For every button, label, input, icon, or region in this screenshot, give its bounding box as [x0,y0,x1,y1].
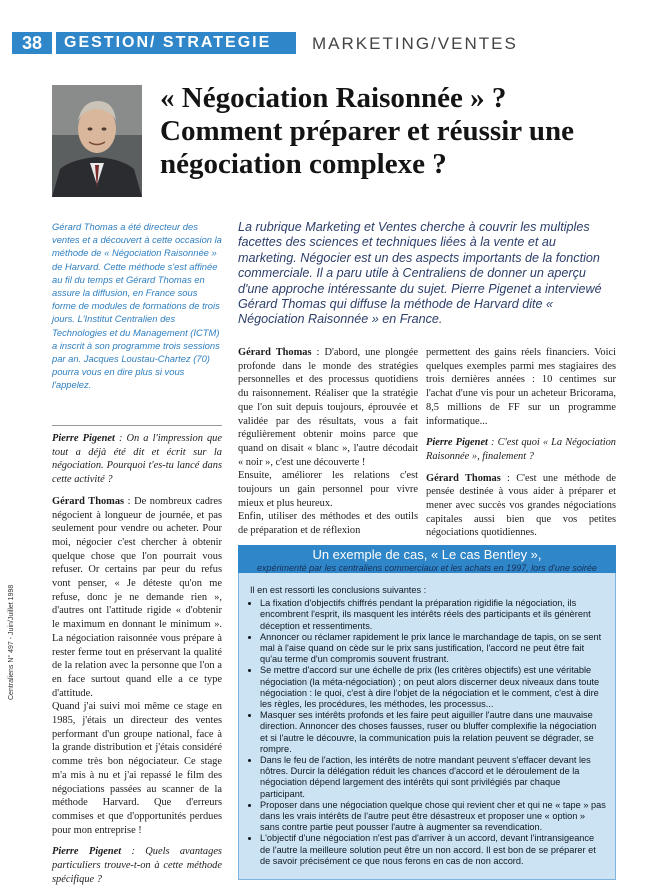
speaker: Pierre Pigenet [426,437,488,449]
list-item: • Dans le feu de l'action, les intérêts de notre mandant peuvent s'effacer devant les nôtres. Durcir la délégation réduit les chances d'accord et le déroulement de la négociation dépend largement des intérêts qui sont privilégiés par chaque participant. [260,755,606,800]
answer-text: : De nombreux cadres négocient à longueur de journée, et pas seulement pour vendre ou acheter. Pour moi, négocier c'est chercher à obtenir quelque chose que l'on pourrait vous refuser. Or certains par peur du refus vont penser, « Je déteste qu'on me refuse, donc je ne demande rien », d'autres ont l'attitude rigide « d'obtenir le maximum en donnant le minimum ». La négociation raisonnée vous prépare à rester ferme tout en préservant la qualité de la relation avec la personne que l'on a en face surtout quand elle a ce type d'attitude. [52,495,222,699]
question-2 [52,845,222,886]
answer-paragraph: permettent des gains réels financiers. Voici quelques exemples parmi mes stagiaires des trois dernières années : 10 centimes sur l'achat d'une vis pour un acheteur Bricorama, 8,5 millions de FF sur un programme informatique... [426,347,616,427]
question-text: : C'est quoi « La Négociation Raisonnée », finalement ? [426,437,616,462]
list-item: • Se mettre d'accord sur une échelle de prix (les critères objectifs) est une véritable négociation (la méta-négociation) ; on peut alors discerner deux niveaux dans toute négociation : le quoi, c'est à dire l'objet de la négociation et le comment, c'est à dire les règles, les procédures, les méthodes, les processus... [260,665,606,710]
question-3 [426,436,616,463]
page-number: 38 [12,32,52,54]
case-box-body [250,585,606,867]
answer-paragraph: Ensuite, améliorer les relations c'est toujours un gain personnel pour vivre mieux et plus heureux. [238,470,418,509]
case-intro: Il en est ressorti les conclusions suivantes : [250,585,427,595]
list-item: • Annoncer ou réclamer rapidement le prix lance le marchandage de tapis, on se sent mal à l'aise quand on cède sur le prix sans justification, l'accord ne peut être fait qu'au terme d'un compromis souvent frustrant. [260,632,606,666]
question-text: : Quels avantages particuliers trouve-t-on à cette méthode spécifique ? [52,846,222,885]
question-1 [52,432,222,487]
case-box-subtitle: expérimenté par les centraliens commerciaux et les achats en 1997, lors d'une soirée [257,563,597,573]
answer-text: : C'est une méthode de pensée destinée à vous aider à préparer et mener avec succès vos grandes négociations capitales aussi bien que vos petites négociations quotidiennes. [426,472,616,539]
speaker: Gérard Thomas [238,347,312,358]
list-item: • Masquer ses intérêts profonds et les faire peut aiguiller l'autre dans une mauvaise direction. Annoncer des choses fausses, ruser ou bluffer complexifie la négociation et si l'autre le découvre, la communication puis la relation peuvent se dégrader, se rompre. [260,710,606,755]
portrait-photo-icon [52,85,142,197]
column-3 [426,346,616,540]
list-item: • L'objectif d'une négociation n'est pas d'arriver à un accord, devant l'intransigeance de l'autre la meilleure solution peut être un non accord. Il est bon de se préparer et de savoir précisément ce que nous ferons en cas de non accord. [260,833,606,867]
answer-1-continued: Quand j'ai suivi moi même ce stage en 1985, j'étais un directeur des ventes performant d'un groupe national, face à la grande distribution et j'étais considéré comme très bon négociateur. Ce stage m'a mis à nu et j'ai repassé le film des négociations passées au scanner de la méthode Harvard. Que d'erreurs commises et que d'opportunités perdues pour mon entreprise ! [52,701,222,836]
list-item: • La fixation d'objectifs chiffrés pendant la préparation rigidifie la négociation, ils encombrent l'esprit, ils masquent les intérêts réels des participants et ils génèrent déception et ressentiments. [260,598,606,632]
column-2 [238,346,418,538]
rubric-banner: GESTION/ STRATEGIE [56,32,296,54]
issue-footer: Centraliens N° 497 - Juin/Juillet 1998 [8,584,15,700]
sidebar-intro: Gérard Thomas a été directeur des ventes et a découvert à cette occasion la méthode de « Négociation Raisonnée » de Harvard. Cette méthode s'est affinée au fil du temps et Gérard Thomas en assure la diffusion, en France sous forme de modules de formations de trois jours. L'Institut Centralien des Technologies et du Management (ICTM) a inscrit à son programme trois sessions par an. Jacques Loustau-Chartez (70) pourra vous en dire plus si vous l'appelez. [52,221,222,391]
answer-text: : D'abord, une plongée profonde dans le monde des stratégies personnelles et des processus quotidiens du raisonnement. Réaliser que la stratégie que l'on suit depuis toujours, éprouvée et validée par des résultats, vous a fait régulièrement obtenir moins parce que quand on disait « blanc », l'autre décodait « noir », c'est une découverte ! [238,347,418,468]
answer-1 [52,495,222,701]
speaker: Pierre Pigenet [52,846,122,858]
article-title: « Négociation Raisonnée » ? Comment préparer et réussir une négociation complexe ? [160,82,574,180]
speaker: Gérard Thomas [52,495,125,507]
column-1 [52,432,222,887]
list-item: • Proposer dans une négociation quelque chose qui revient cher et qui ne « tape » pas dans les vrais intérêts de l'autre peut être désastreux et proposer une « option » sans contre partie peut pousser l'autre à augmenter sa revendication. [260,800,606,834]
case-conclusions-list [250,598,606,867]
divider [52,425,222,426]
question-text: : On a l'impression que tout a déjà été dit et écrit sur la négociation. Pourquoi t'es-tu lancé dans cette activité ? [52,433,222,486]
answer-paragraph: Enfin, utiliser des méthodes et des outils de préparation et de réflexion [238,511,418,537]
answer-paragraph [238,346,418,469]
case-box-title: Un exemple de cas, « Le cas Bentley », [312,547,542,562]
speaker: Pierre Pigenet [52,433,115,444]
speaker: Gérard Thomas [426,472,501,484]
section-heading: MARKETING/VENTES [312,34,518,53]
lead-paragraph: La rubrique Marketing et Ventes cherche à couvrir les multiples facettes des sciences et techniques liées à la vente et au marketing. Négocier est un des aspects importants de la fonction commerciale. Il a paru utile à Centraliens de donner un aperçu d'une approche intéressante du sujet. Pierre Pigenet a interviewé Gérard Thomas qui diffuse la méthode de Harvard dite « Négociation Raisonnée » en France. [238,220,602,327]
answer-3 [426,472,616,541]
